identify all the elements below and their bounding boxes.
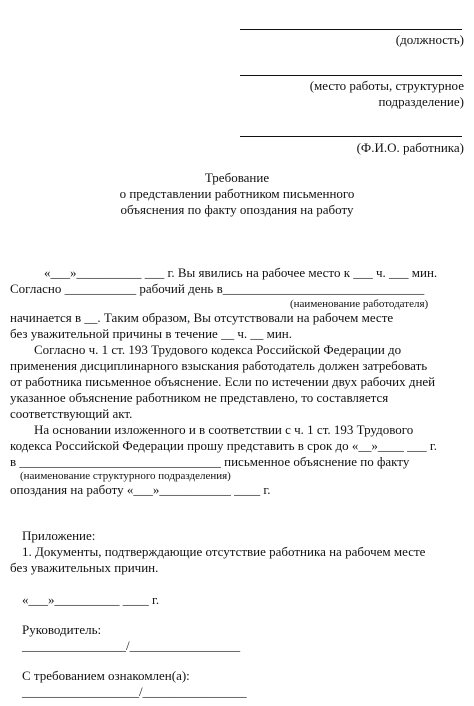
workplace-line <box>240 75 462 76</box>
body-p3-line-4: опоздания на работу «___»___________ ____ г. <box>10 482 271 497</box>
workplace-label-1: (место работы, структурное <box>309 78 464 93</box>
attachment-heading: Приложение: <box>22 528 96 543</box>
attachment-item-line-2: без уважительных причин. <box>10 560 159 575</box>
unit-hint: (наименование структурного подразделения) <box>20 470 231 482</box>
body-p3-line-3: в _______________________________ письменное объяснение по факту <box>10 454 410 469</box>
attachment-item-line-1: 1. Документы, подтверждающие отсутствие работника на рабочем месте <box>22 544 426 559</box>
workplace-label-2: подразделение) <box>378 94 464 109</box>
title-line-1: Требование <box>204 170 270 185</box>
body-p3-line-2: кодекса Российской Федерации прошу представить в срок до «__»____ ___ г. <box>10 438 437 453</box>
title-line-3: объяснения по факту опоздания на работу <box>120 202 354 217</box>
employer-hint: (наименование работодателя) <box>290 298 429 310</box>
position-line <box>240 29 462 30</box>
position-label: (должность) <box>395 32 464 47</box>
body-p1-line-3: начинается в __. Таким образом, Вы отсутствовали на рабочем месте <box>10 310 394 325</box>
body-p2-line-5: соответствующий акт. <box>10 406 133 421</box>
footer-date: «___»__________ ____ г. <box>22 592 160 607</box>
manager-label: Руководитель: <box>22 622 102 637</box>
body-p2-line-1: Согласно ч. 1 ст. 193 Трудового кодекса Российской Федерации до <box>34 342 402 357</box>
name-line <box>240 136 462 137</box>
body-p2-line-3: от работника письменное объяснение. Если по истечении двух рабочих дней <box>10 374 436 389</box>
body-p3-line-1: На основании изложенного и в соответствии с ч. 1 ст. 193 Трудового <box>34 422 414 437</box>
title-line-2: о представлении работником письменного <box>119 186 355 201</box>
body-p2-line-2: применения дисциплинарного взыскания работодатель должен затребовать <box>10 358 428 373</box>
acknowledgement-label: С требованием ознакомлен(а): <box>22 668 190 683</box>
body-p1-line-2: Согласно ___________ рабочий день в_______________________________ <box>10 281 425 296</box>
body-p1-line-4: без уважительной причины в течение __ ч. __ мин. <box>10 326 293 341</box>
body-p2-line-4: указанное объяснение работником не представлено, то составляется <box>10 390 389 405</box>
body-p1-line-1: «___»__________ ___ г. Вы явились на рабочее место к ___ ч. ___ мин. <box>44 265 438 280</box>
name-label: (Ф.И.О. работника) <box>356 140 464 155</box>
manager-signature-line: ________________/_________________ <box>22 638 241 653</box>
acknowledgement-signature-line: __________________/________________ <box>22 684 247 699</box>
